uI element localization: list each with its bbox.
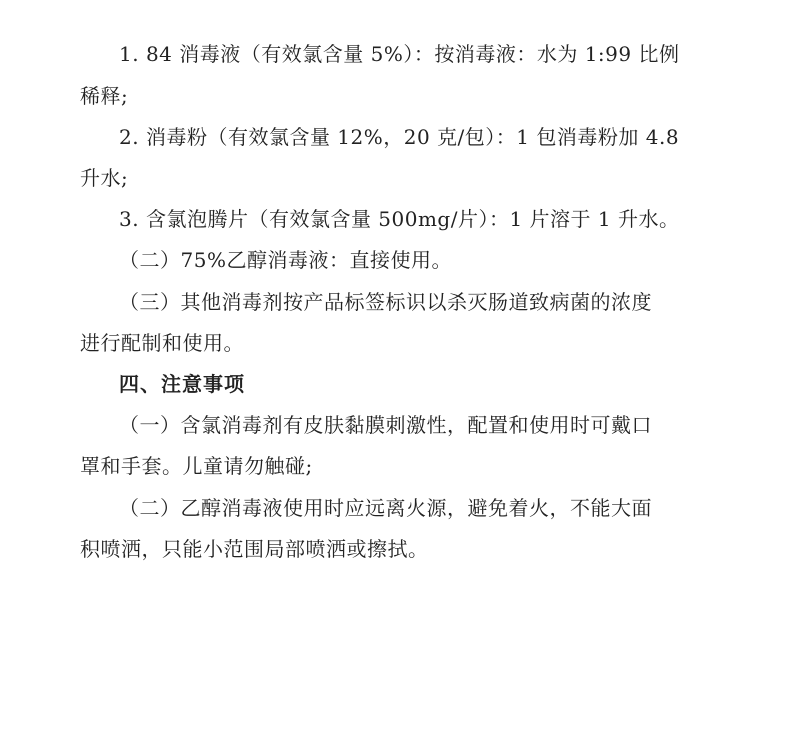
paragraph-ethanol-precaution: （二）乙醇消毒液使用时应远离火源，避免着火，不能大面 bbox=[119, 496, 652, 520]
paragraph-other-disinfectants: （三）其他消毒剂按产品标签标识以杀灭肠道致病菌的浓度 bbox=[119, 290, 652, 314]
list-item-disinfectant-powder-continued: 升水; bbox=[80, 166, 129, 190]
list-item-effervescent-tablet: 3. 含氯泡腾片（有效氯含量 500mg/片）：1 片溶于 1 升水。 bbox=[119, 207, 680, 231]
list-item-84-disinfectant: 1. 84 消毒液（有效氯含量 5%）：按消毒液：水为 1:99 比例 bbox=[119, 42, 680, 66]
paragraph-ethanol: （二）75%乙醇消毒液：直接使用。 bbox=[119, 248, 452, 272]
list-item-disinfectant-powder: 2. 消毒粉（有效氯含量 12%，20 克/包）：1 包消毒粉加 4.8 bbox=[119, 125, 680, 149]
paragraph-other-disinfectants-continued: 进行配制和使用。 bbox=[80, 331, 244, 355]
list-item-84-disinfectant-continued: 稀释; bbox=[80, 84, 129, 108]
paragraph-ethanol-precaution-continued: 积喷洒，只能小范围局部喷洒或擦拭。 bbox=[80, 537, 429, 561]
paragraph-chlorine-precaution-continued: 罩和手套。儿童请勿触碰; bbox=[80, 454, 313, 478]
section-heading-precautions: 四、注意事项 bbox=[119, 372, 245, 396]
paragraph-chlorine-precaution: （一）含氯消毒剂有皮肤黏膜刺激性，配置和使用时可戴口 bbox=[119, 413, 652, 437]
